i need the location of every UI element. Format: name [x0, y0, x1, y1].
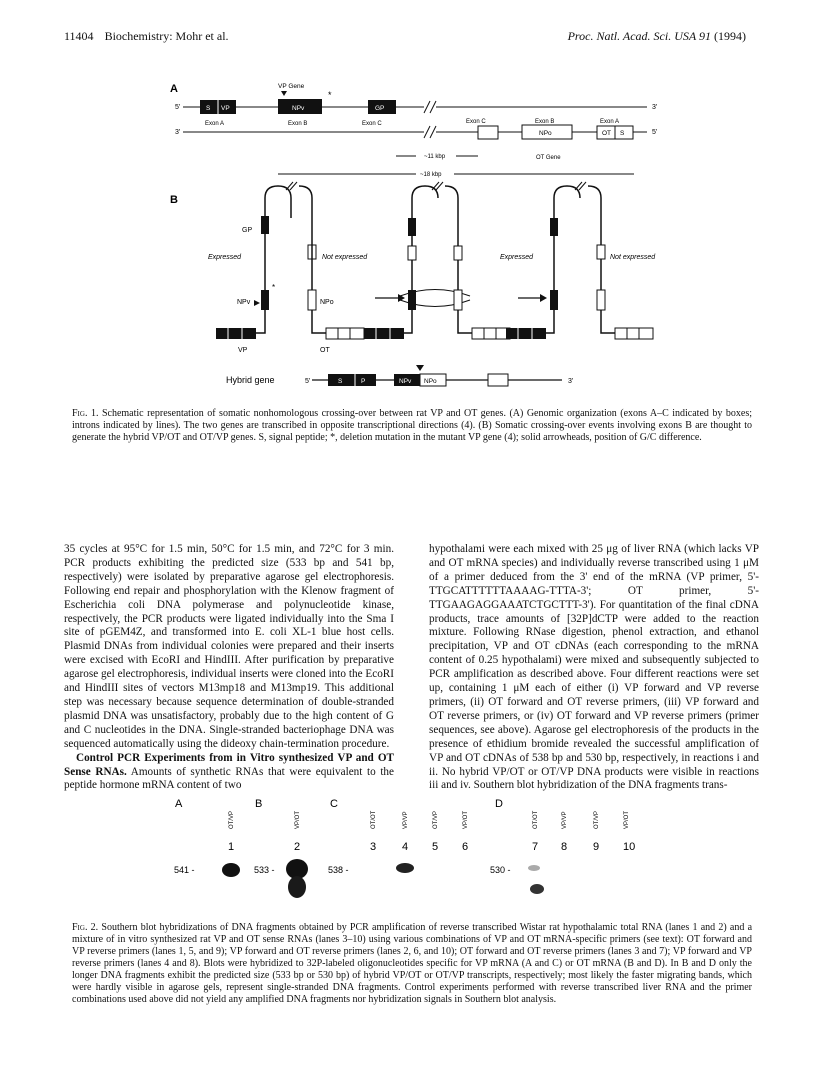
- ot-exon-c-box: [478, 126, 498, 139]
- b-not-expressed-label: Not expressed: [322, 254, 368, 261]
- box-s: S: [206, 105, 211, 112]
- a-three-prime-bottom: 3': [175, 129, 181, 136]
- fig2-lane-header-8: VP/VP: [562, 811, 568, 829]
- ot-exon-c-label: Exon C: [466, 119, 486, 125]
- body-column-left: [64, 543, 394, 793]
- journal-year: (1994): [714, 29, 746, 43]
- fig1-panel-a-label: A: [170, 83, 178, 95]
- fig2-lane-number-6: 6: [462, 841, 469, 853]
- ot-exon-b-label: Exon B: [535, 119, 555, 125]
- fig2-lane-header-3: OT/OT: [371, 810, 377, 829]
- b-left-loop-right: [299, 186, 312, 223]
- fig2-lane-header-7: OT/OT: [533, 810, 539, 829]
- exon-a-label: Exon A: [205, 121, 225, 127]
- ot-exon-a-label: Exon A: [600, 119, 620, 125]
- fig2-size-label-3: 538 -: [328, 865, 349, 875]
- b-not-expressed-label-2: Not expressed: [610, 254, 656, 261]
- fig2-lane-header-9: OT/VP: [594, 810, 600, 829]
- fig2-lane-numbers: [228, 841, 635, 853]
- box-s-ot: S: [620, 130, 625, 137]
- hybrid-gene-label: Hybrid gene: [226, 375, 275, 385]
- hybrid-three: 3': [568, 378, 574, 385]
- dist-18-label: ~18 kbp: [420, 172, 442, 178]
- b-left-loop-left: [265, 186, 291, 218]
- body-column-right: [429, 543, 759, 793]
- hybrid-npo: NPo: [424, 378, 437, 385]
- fig2-lane-number-10: 10: [623, 841, 636, 853]
- hybrid-five: 5': [305, 378, 311, 385]
- fig2-lane-number-7: 7: [532, 841, 539, 853]
- svg-text:*: *: [328, 90, 332, 100]
- fig2-caption-label: Fig. 2.: [72, 922, 99, 933]
- fig2-size-label-1: 541 -: [174, 865, 195, 875]
- fig2-panel-b: B: [255, 798, 263, 810]
- ot-gene-label: OT Gene: [536, 155, 561, 161]
- fig2-panel-a: A: [175, 798, 183, 810]
- journal-name: Proc. Natl. Acad. Sci. USA 91: [567, 29, 711, 43]
- section-heading: Control PCR Experiments from in Vitro synthesized VP and OT Sense RNAs.: [64, 751, 394, 778]
- box-ot: OT: [602, 130, 612, 137]
- fig2-lane-headers: [229, 810, 630, 829]
- fig1-caption-text: Schematic representation of somatic nonhomologous crossing-over between rat VP and OT genes. (A) Genomic organization (exons A–C indicated by boxes; introns indicated by lines). The two genes are transcribed in opposite transcriptional directions (4). (B) Somatic crossing-over events involving exons B are thought to generate the hybrid VP/OT and OT/VP genes. S, signal peptide; *, deletion mutation in the mutant VP gene (4); solid arrowheads, position of G/C difference.: [72, 408, 753, 443]
- b-npo-label: NPo: [320, 299, 334, 306]
- header-journal-section: Biochemistry: Mohr et al.: [104, 29, 229, 43]
- fig2-panel-c: C: [330, 798, 338, 810]
- b-expressed-label-2: Expressed: [500, 254, 534, 261]
- running-header-left: [64, 29, 229, 44]
- fig2-lane-number-4: 4: [402, 841, 409, 853]
- fig1-caption-label: Fig. 1.: [72, 408, 99, 419]
- exon-c-label: Exon C: [362, 121, 382, 127]
- b-ot-exons: [326, 328, 364, 339]
- fig1-panel-b-label: B: [170, 194, 178, 206]
- vp-gene-label: VP Gene: [278, 83, 305, 90]
- box-npo: NPo: [539, 130, 552, 137]
- a-three-prime-top: 3': [652, 104, 658, 111]
- band-lane-4: [396, 863, 414, 873]
- b-gp-label: GP: [242, 227, 253, 234]
- fig2-lane-header-1: OT/VP: [229, 810, 235, 829]
- figure-1: [150, 78, 680, 398]
- fig2-caption-text: Southern blot hybridizations of DNA fragments obtained by PCR amplification of reverse transcribed Wistar rat hypothalamic total RNA (lanes 1 and 2) and a mixture of in vitro synthesized rat VP and OT sense RNAs (lanes 3–10) using various combinations of VP and OT mRNA-specific primers (see text): OT forward and VP reverse primers (lanes 1, 5, and 9); VP forward and OT reverse primers (lanes 2, 6, and 10); OT forward and OT reverse primers (lanes 3 and 7); VP forward and VP reverse primers (lanes 4 and 8). Blots were hybridized to 32P-labeled oligonucleotides specific for VP mRNA (A and C) or OT mRNA (B and D). In B and D only the longer DNA fragments exhibit the predicted size (533 bp or 530 bp) of hybrid VP/OT or OT/VP transcripts, respectively; most likely the faster migrating bands, which were hardly visible in agarose gels, represent single-stranded DNA fragments. Control experiments performed with reverse transcribed liver RNA and the primer combinations used above did not yield any amplified DNA fragments nor hybridization signals in Southern blot analysis.: [72, 922, 753, 1005]
- running-header-right: [568, 29, 746, 44]
- figure-1-caption: [72, 408, 752, 444]
- body-left-paragraph-2-text: Amounts of synthetic RNAs that were equivalent to the peptide hormone mRNA content of two: [64, 765, 394, 792]
- fig2-panel-d: D: [495, 798, 503, 810]
- box-npv: NPv: [292, 105, 305, 112]
- band-lane-2-lower: [288, 876, 306, 898]
- fig2-lane-header-2: VP/OT: [295, 810, 301, 829]
- b-gp-box: [261, 216, 269, 234]
- fig2-size-label-2: 533 -: [254, 865, 275, 875]
- hybrid-p: P: [361, 378, 366, 385]
- fig2-panel-labels: [175, 798, 503, 810]
- hybrid-npv: NPv: [399, 378, 412, 385]
- fig2-lane-number-8: 8: [561, 841, 568, 853]
- fig2-size-label-4: 530 -: [490, 865, 511, 875]
- b-npv-box: [261, 290, 269, 310]
- band-lane-1: [222, 863, 240, 877]
- fig2-lane-header-6: VP/OT: [463, 810, 469, 829]
- fig2-lane-number-2: 2: [294, 841, 301, 853]
- figure-2-caption: [72, 922, 752, 1006]
- b-expressed-label: Expressed: [208, 254, 242, 261]
- exon-b-label: Exon B: [288, 121, 308, 127]
- fig2-lane-header-5: OT/VP: [433, 810, 439, 829]
- fig2-lane-number-3: 3: [370, 841, 377, 853]
- body-left-paragraph-2: [64, 752, 394, 794]
- band-lane-7-lower: [530, 884, 544, 894]
- b-vp-exons: [216, 328, 256, 339]
- fig2-lane-header-4: VP/VP: [403, 811, 409, 829]
- b-npv-label: NPv: [237, 299, 251, 306]
- b-ot-label: OT: [320, 347, 330, 354]
- body-right-paragraph: hypothalami were each mixed with 25 μg of liver RNA (which lacks VP and OT mRNA species) and individually reverse transcribed using 1 μM of a primer deduced from the 3' end of the mRNA (VP primer, 5'-TTGCATTTTTTAAAAG-TTTA-3'; OT primer, 5'-TTGAAGAGGAAATCTGCTTT-3'). For quantitation of the final cDNA products, trace amounts of [32P]dCTP were added to the reaction mixture. Following RNase digestion, phenol extraction, and ethanol precipitation, VP and OT cDNAs (each corresponding to the mRNA content of 0.25 hypothalami) were mixed and subsequently subjected to PCR amplification as described above. Four different reactions were set up, containing 1 μM each of either (i) VP forward and VP reverse primers, (ii) OT forward and OT reverse primers, (iii) VP forward and OT reverse primers, or (iv) OT forward and VP reverse primers (primer sequences, see above). Agarose gel electrophoresis of the products in the presence of ethidium bromide revealed the successful amplification of VP and OT cDNAs of 538 bp and 530 bp, respectively, in reactions i and ii. No hybrid VP/OT or OT/VP DNA products were visible in reactions iii and iv. Southern blot hybridization of the DNA fragments trans-: [429, 543, 759, 792]
- hybrid-s: S: [338, 378, 343, 385]
- b-vp-label: VP: [238, 347, 248, 354]
- box-gp: GP: [375, 105, 385, 112]
- a-five-prime-bottom: 5': [652, 129, 658, 136]
- a-five-prime-top: 5': [175, 104, 181, 111]
- box-vp: VP: [221, 105, 230, 112]
- svg-text:*: *: [272, 283, 276, 292]
- vp-gene-arrowhead: [281, 91, 287, 96]
- body-left-paragraph-1: 35 cycles at 95°C for 1.5 min, 50°C for 1.5 min, and 72°C for 3 min. PCR products exhibiting the predicted size (533 bp and 541 bp, respectively) were isolated by preparative agarose gel electrophoresis. Following end repair and phosphorylation with the Klenow fragment of Escherichia coli DNA polymerase and polynucleotide kinase, respectively, the PCR products were ligated individually into the Sma I site of pGEM4Z, and transformed into E. coli XL-1 blue host cells. Plasmid DNAs from individual colonies were prepared and their inserts were excised with EcoRI and HindIII. After purification by preparative agarose gel electrophoresis, individual inserts were cloned into the EcoRI and HindIII sites of vectors M13mp18 and M13mp19. This additional step was necessary because sequence determination of double-stranded plasmid DNA was unsatisfactory, probably due to the high content of G and C nucleotides in the DNA. Single-stranded bacteriophage DNA was sequenced automatically using the dideoxy chain-termination procedure.: [64, 543, 394, 750]
- page-number: 11404: [64, 29, 94, 43]
- dist-11-label: ~11 kbp: [424, 154, 446, 160]
- band-lane-7-upper: [528, 865, 540, 871]
- fig2-lane-header-10: VP/OT: [624, 810, 630, 829]
- fig2-lane-number-9: 9: [593, 841, 600, 853]
- fig2-lane-number-1: 1: [228, 841, 235, 853]
- figure-2: [150, 795, 710, 915]
- fig2-lane-number-5: 5: [432, 841, 439, 853]
